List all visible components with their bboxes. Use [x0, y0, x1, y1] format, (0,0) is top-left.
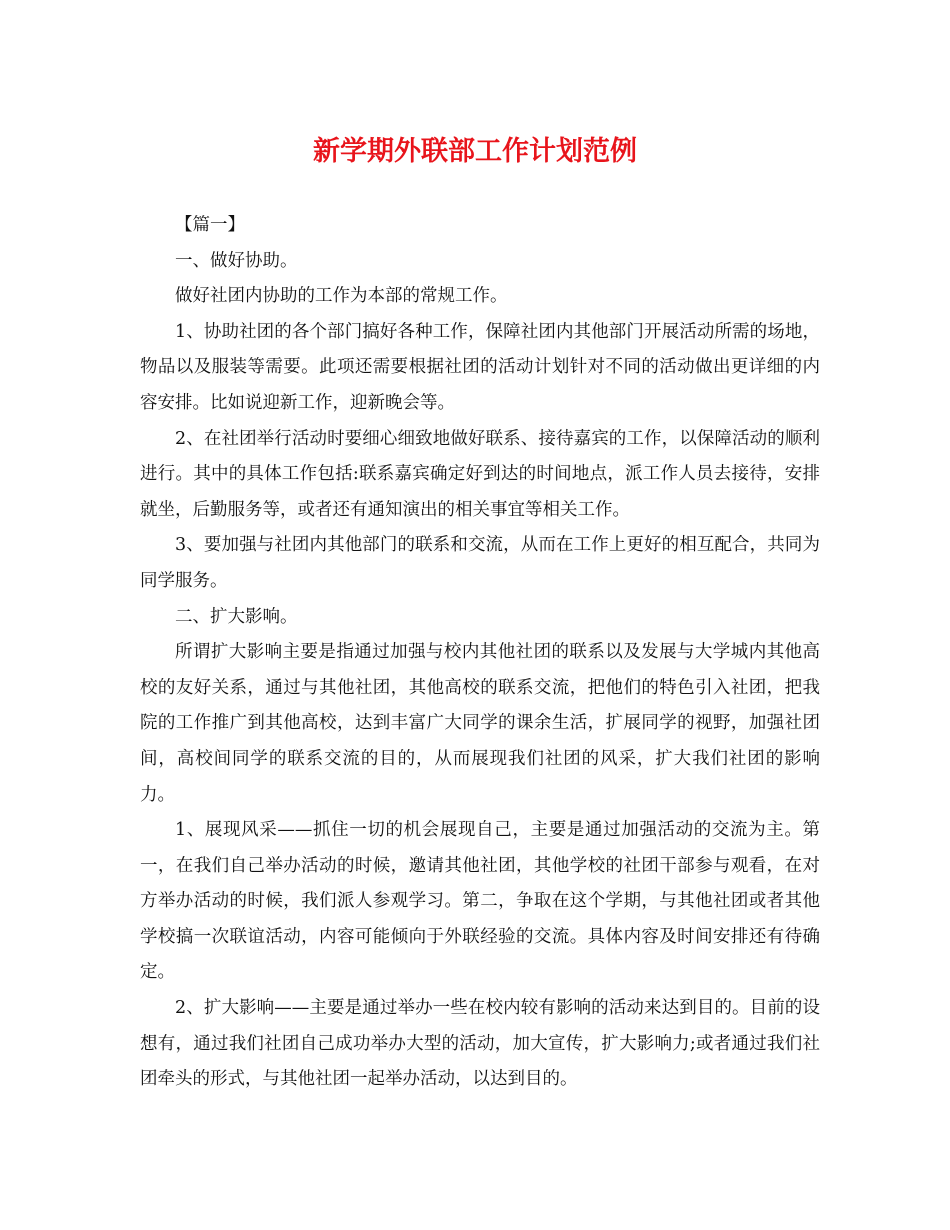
document-body: [140, 208, 820, 1098]
paragraph-influence-item-2: 2、扩大影响——主要是通过举办一些在校内较有影响的活动来达到目的。目前的设想有，通过我们社团自己成功举办大型的活动，加大宣传，扩大影响力;或者通过我们社团牵头的形式，与其他社团一起举办活动，以达到目的。: [140, 998, 820, 1090]
paragraph-assist-item-2: 2、在社团举行活动时要细心细致地做好联系、接待嘉宾的工作，以保障活动的顺利进行。其中的具体工作包括:联系嘉宾确定好到达的时间地点，派工作人员去接待，安排就坐，后勤服务等，或者还有通知演出的相关事宜等相关工作。: [140, 428, 820, 520]
paragraph-assist-item-3: 3、要加强与社团内其他部门的联系和交流，从而在工作上更好的相互配合，共同为同学服务。: [140, 535, 820, 591]
paragraph-influence-item-1: 1、展现风采——抓住一切的机会展现自己，主要是通过加强活动的交流为主。第一，在我们自己举办活动的时候，邀请其他社团，其他学校的社团干部参与观看，在对方举办活动的时候，我们派人参观学习。第二，争取在这个学期，与其他社团或者其他学校搞一次联谊活动，内容可能倾向于外联经验的交流。具体内容及时间安排还有待确定。: [140, 820, 820, 983]
heading-assist: 一、做好协助。: [175, 250, 298, 271]
paragraph-influence-intro: 所谓扩大影响主要是指通过加强与校内其他社团的联系以及发展与大学城内其他高校的友好关系，通过与其他社团，其他高校的联系交流，把他们的特色引入社团，把我院的工作推广到其他高校，达到丰富广大同学的课余生活，扩展同学的视野，加强社团间，高校间同学的联系交流的目的，从而展现我们社团的风采，扩大我们社团的影响力。: [140, 642, 820, 805]
heading-expand-influence: 二、扩大影响。: [175, 606, 298, 627]
paragraph-assist-item-1: 1、协助社团的各个部门搞好各种工作，保障社团内其他部门开展活动所需的场地，物品以及服装等需要。此项还需要根据社团的活动计划针对不同的活动做出更详细的内容安排。比如说迎新工作，迎新晚会等。: [140, 321, 820, 413]
section-heading-part-one: 【篇一】: [175, 215, 245, 235]
paragraph-assist-intro: 做好社团内协助的工作为本部的常规工作。: [175, 286, 508, 307]
document-title: 新学期外联部工作计划范例: [313, 136, 637, 167]
